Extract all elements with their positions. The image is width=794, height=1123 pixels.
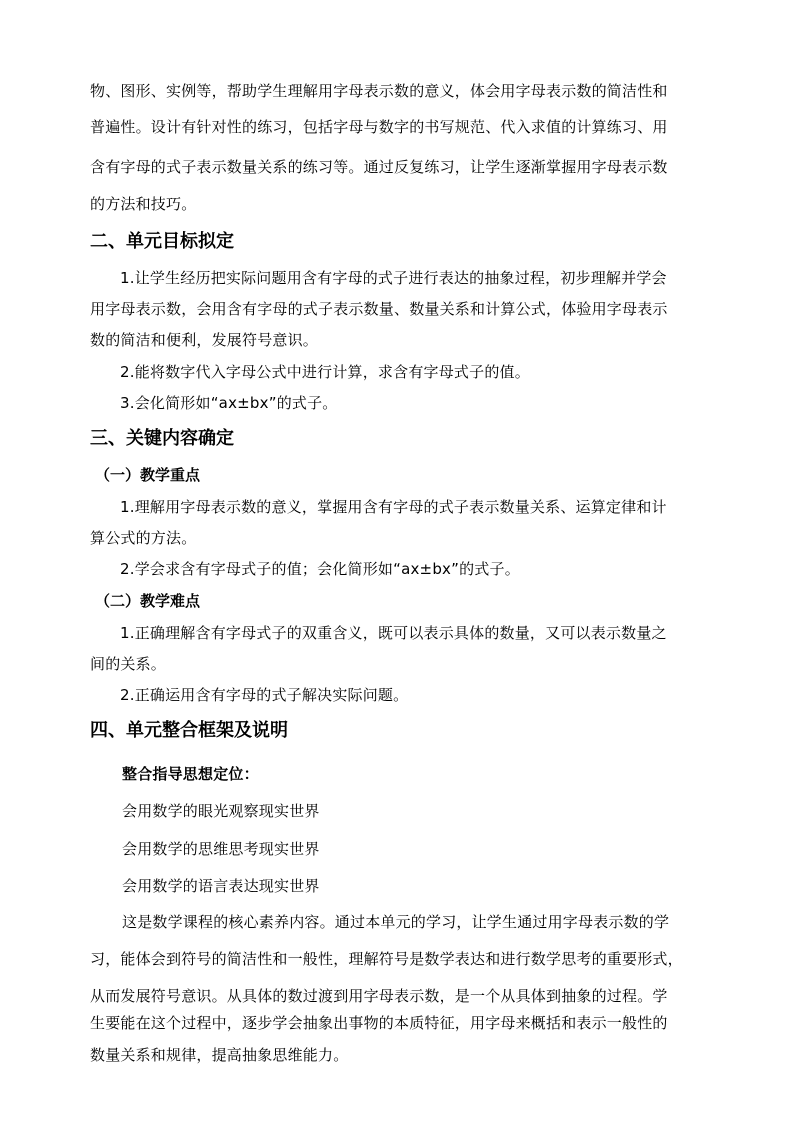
goals-line-4: 2.能将数字代入字母公式中进行计算，求含有字母式子的值。	[120, 363, 530, 381]
framework-item-2: 会用数学的思维思考现实世界	[122, 840, 320, 858]
framework-item-1: 会用数学的眼光观察现实世界	[122, 802, 320, 820]
focus-line-3: 2.学会求含有字母式子的值；会化简形如“ax±bx”的式子。	[120, 560, 520, 578]
subheading-focus: （一）教学重点	[95, 466, 201, 484]
difficulty-line-3: 2.正确运用含有字母的式子解决实际问题。	[120, 686, 409, 704]
goals-line-1: 1.让学生经历把实际问题用含有字母的式子进行表达的抽象过程，初步理解并学会	[120, 269, 667, 287]
framework-item-3: 会用数学的语言表达现实世界	[122, 877, 320, 895]
focus-line-2: 算公式的方法。	[90, 529, 197, 547]
section-heading-goals: 二、单元目标拟定	[90, 231, 234, 252]
focus-line-1: 1.理解用字母表示数的意义，掌握用含有字母的式子表示数量关系、运算定律和计	[120, 498, 667, 516]
intro-line-2: 普遍性。设计有针对性的练习，包括字母与数字的书写规范、代入求值的计算练习、用	[90, 118, 668, 136]
framework-para-line-4: 生要能在这个过程中，逐步学会抽象出事物的本质特征，用字母来概括和表示一般性的	[90, 1014, 668, 1032]
intro-line-3: 含有字母的式子表示数量关系的练习等。通过反复练习，让学生逐渐掌握用字母表示数	[90, 158, 668, 176]
difficulty-line-2: 间的关系。	[90, 655, 167, 673]
framework-para-line-1: 这是数学课程的核心素养内容。通过本单元的学习，让学生通过用字母表示数的学	[122, 913, 670, 931]
section-heading-framework: 四、单元整合框架及说明	[90, 720, 288, 741]
section-heading-key-content: 三、关键内容确定	[90, 428, 234, 449]
intro-line-1: 物、图形、实例等，帮助学生理解用字母表示数的意义，体会用字母表示数的简洁性和	[90, 82, 668, 100]
intro-line-4: 的方法和技巧。	[90, 195, 197, 213]
framework-para-line-3: 从而发展符号意识。从具体的数过渡到用字母表示数，是一个从具体到抽象的过程。学	[90, 987, 668, 1005]
goals-line-3: 数的简洁和便利，发展符号意识。	[90, 331, 319, 349]
subheading-difficulty: （二）教学难点	[95, 592, 201, 610]
framework-para-line-2: 习，能体会到符号的简洁性和一般性，理解符号是数学表达和进行数学思考的重要形式，	[90, 950, 683, 968]
framework-label: 整合指导思想定位：	[122, 765, 259, 783]
goals-line-2: 用字母表示数，会用含有字母的式子表示数量、数量关系和计算公式，体验用字母表示	[90, 300, 668, 318]
goals-line-5: 3.会化简形如“ax±bx”的式子。	[120, 394, 338, 412]
difficulty-line-1: 1.正确理解含有字母式子的双重含义，既可以表示具体的数量，又可以表示数量之	[120, 624, 667, 642]
framework-para-line-5: 数量关系和规律，提高抽象思维能力。	[90, 1046, 349, 1064]
